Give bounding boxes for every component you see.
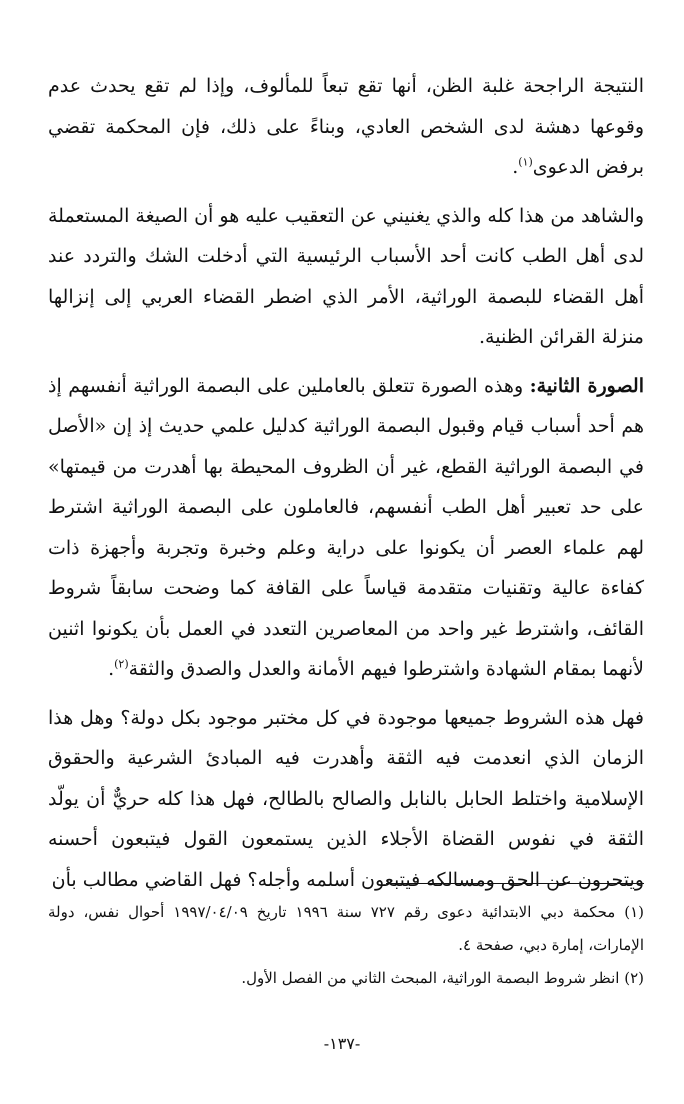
paragraph-1-text: النتيجة الراجحة غلبة الظن، أنها تقع تبعاً للمألوف، وإذا لم تقع يحدث عدم وقوعها دهشة لدى الشخص العادي، وبناءً على ذلك، فإن المحكمة تقضي برفض الدعوى <box>48 75 644 178</box>
footnotes-section <box>48 896 644 995</box>
page-number: -١٣٧- <box>323 1034 361 1053</box>
paragraph-4-text: فهل هذه الشروط جميعها موجودة في كل مختبر موجود بكل دولة؟ وهل هذا الزمان الذي انعدمت فيه الثقة وأهدرت فيه المبادئ الشرعية والحقوق الإسلامية واختلط الحابل بالنابل والصالح بالطالح، فهل هذا كله حريٌّ أن يولّد الثقة في نفوس القضاة الأجلاء الذين يستمعون القول فيتبعون أحسنه ويتحرون عن الحق ومسالكه فيتبعون أسلمه وأجله؟ فهل القاضي مطالب بأن <box>48 706 644 891</box>
footnote-ref-2[interactable]: (٢) <box>114 657 129 671</box>
section-heading-inline: الصورة الثانية: <box>529 374 644 397</box>
body-paragraph-2 <box>48 196 644 358</box>
body-paragraph-1 <box>48 66 644 188</box>
footnote-2: (٢) انظر شروط البصمة الوراثية، المبحث الثاني من الفصل الأول. <box>241 969 644 987</box>
body-paragraph-3 <box>48 366 644 690</box>
paragraph-3-text: وهذه الصورة تتعلق بالعاملين على البصمة الوراثية أنفسهم إذ هم أحد أسباب قيام وقبول البصمة الوراثية كدليل علمي حديث إذ إن «الأصل في البصمة الوراثية القطع، غير أن الظروف المحيطة بها أهدرت من قيمتها» على حد تعبير أهل الطب أنفسهم، فالعاملون على البصمة الوراثية اشترط لهم علماء العصر أن يكونوا على دراية وعلم وخبرة وتجربة وأجهزة ذات كفاءة عالية وتقنيات متقدمة قياساً على القافة كما وضحت سابقاً شروط القائف، واشترط غير واحد من المعاصرين التعدد في العمل بأن يكونوا اثنين لأنهما بمقام الشهادة واشترطوا فيهم الأمانة والعدل والصدق والثقة <box>48 374 644 680</box>
footnote-1: (١) محكمة دبي الابتدائية دعوى رقم ٧٢٧ سنة ١٩٩٦ تاريخ ١٩٩٧/٠٤/٠٩ أحوال نفس، دولة الإمارات، إمارة دبي، صفحة ٤. <box>48 903 644 954</box>
footnote-ref-1[interactable]: (١) <box>518 155 533 169</box>
paragraph-1-end: . <box>512 156 519 178</box>
paragraph-2-text: والشاهد من هذا كله والذي يغنيني عن التعقيب عليه هو أن الصيغة المستعملة لدى أهل الطب كانت أحد الأسباب الرئيسية التي أدخلت الشك والتردد عند أهل القضاء للبصمة الوراثية، الأمر الذي اضطر القضاء العربي إلى إنزالها منزلة القرائن الظنية. <box>48 204 644 348</box>
paragraph-3-end: . <box>108 658 115 680</box>
body-paragraph-4 <box>48 698 644 901</box>
footnote-divider <box>386 883 644 884</box>
